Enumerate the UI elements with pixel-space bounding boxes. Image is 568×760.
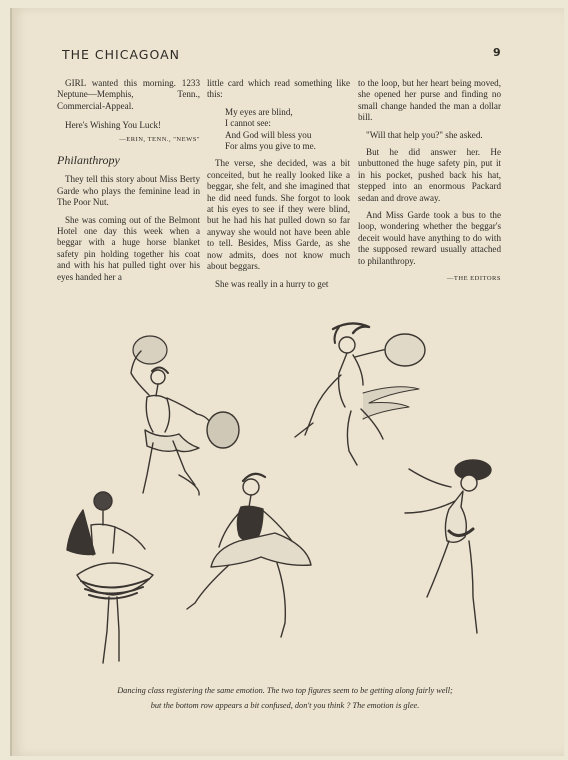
story-paragraph: The verse, she decided, was a bit conceited, but he really looked like a beggar, she felt, and she imagined that he did need funds. She forgot to look at his eyes to see if they were blind, but he had his hat pulled down so far anyway she would not have been able to tell. Besides, Miss Garde, as she now admits, does not know much about beggars.	[207, 158, 350, 272]
story-paragraph: to the loop, but her heart being moved, she opened her purse and finding no small change handed the man a dollar bill.	[358, 78, 501, 123]
illustration-caption	[50, 683, 520, 713]
story-paragraph: She was really in a hurry to get	[215, 278, 329, 289]
news-credit: —ERIN, TENN., "NEWS"	[119, 135, 200, 143]
poem-line: I cannot see:	[225, 118, 271, 129]
story-paragraph: little card which read something like this:	[207, 78, 350, 100]
caption-line-2: but the bottom row appears a bit confused, don't you think ? The emotion is glee.	[150, 701, 420, 710]
caption-line-1: Dancing class registering the same emotion. The two top figures seem to be getting along fairly well;	[117, 686, 453, 695]
magazine-title: THE CHICAGOAN	[62, 47, 180, 62]
story-paragraph: They tell this story about Miss Berty Garde who plays the feminine lead in The Poor Nut.	[57, 174, 200, 208]
dancer-figure-bottom-right	[405, 460, 491, 633]
text-column-3	[358, 78, 501, 285]
text-column-2	[207, 78, 350, 296]
wishing-luck-line: Here's Wishing You Luck!	[65, 120, 162, 131]
text-column-1	[57, 78, 200, 289]
dancers-illustration	[55, 305, 515, 675]
story-paragraph: She was coming out of the Belmont Hotel one day this week when a beggar with a huge horse blanket safety pin holding together his coat and with his hat pulled tight over his eyes handed her a	[57, 214, 200, 282]
poem-line: For alms you give to me.	[225, 141, 316, 152]
poem-line: My eyes are blind,	[225, 106, 293, 117]
dancer-figure-top-right	[295, 323, 425, 465]
story-paragraph: But he did answer her. He unbuttoned the huge safety pin, put it in his pocket, pushed back his hat, stepped into an enormous Packard sedan and drove away.	[358, 147, 501, 203]
story-paragraph: "Will that help you?" she asked.	[366, 129, 483, 140]
editors-signature: —THE EDITORS	[446, 275, 501, 283]
poem-line: And God will bless you	[225, 129, 312, 140]
classified-ad-paragraph: GIRL wanted this morning. 1233 Neptune—Memphis, Tenn., Commercial-Appeal.	[57, 78, 200, 111]
page-number: 9	[493, 46, 501, 59]
dancer-figure-bottom-left	[67, 492, 153, 663]
story-paragraph: And Miss Garde took a bus to the loop, wondering whether the beggar's deceit would have anything to do with the supposed reward usually attached to philanthropy.	[358, 210, 501, 266]
section-heading: Philanthropy	[57, 153, 120, 168]
poem-block	[225, 107, 350, 153]
dancer-figure-bottom-middle	[187, 474, 311, 637]
dancer-figure-top-left	[131, 336, 239, 495]
